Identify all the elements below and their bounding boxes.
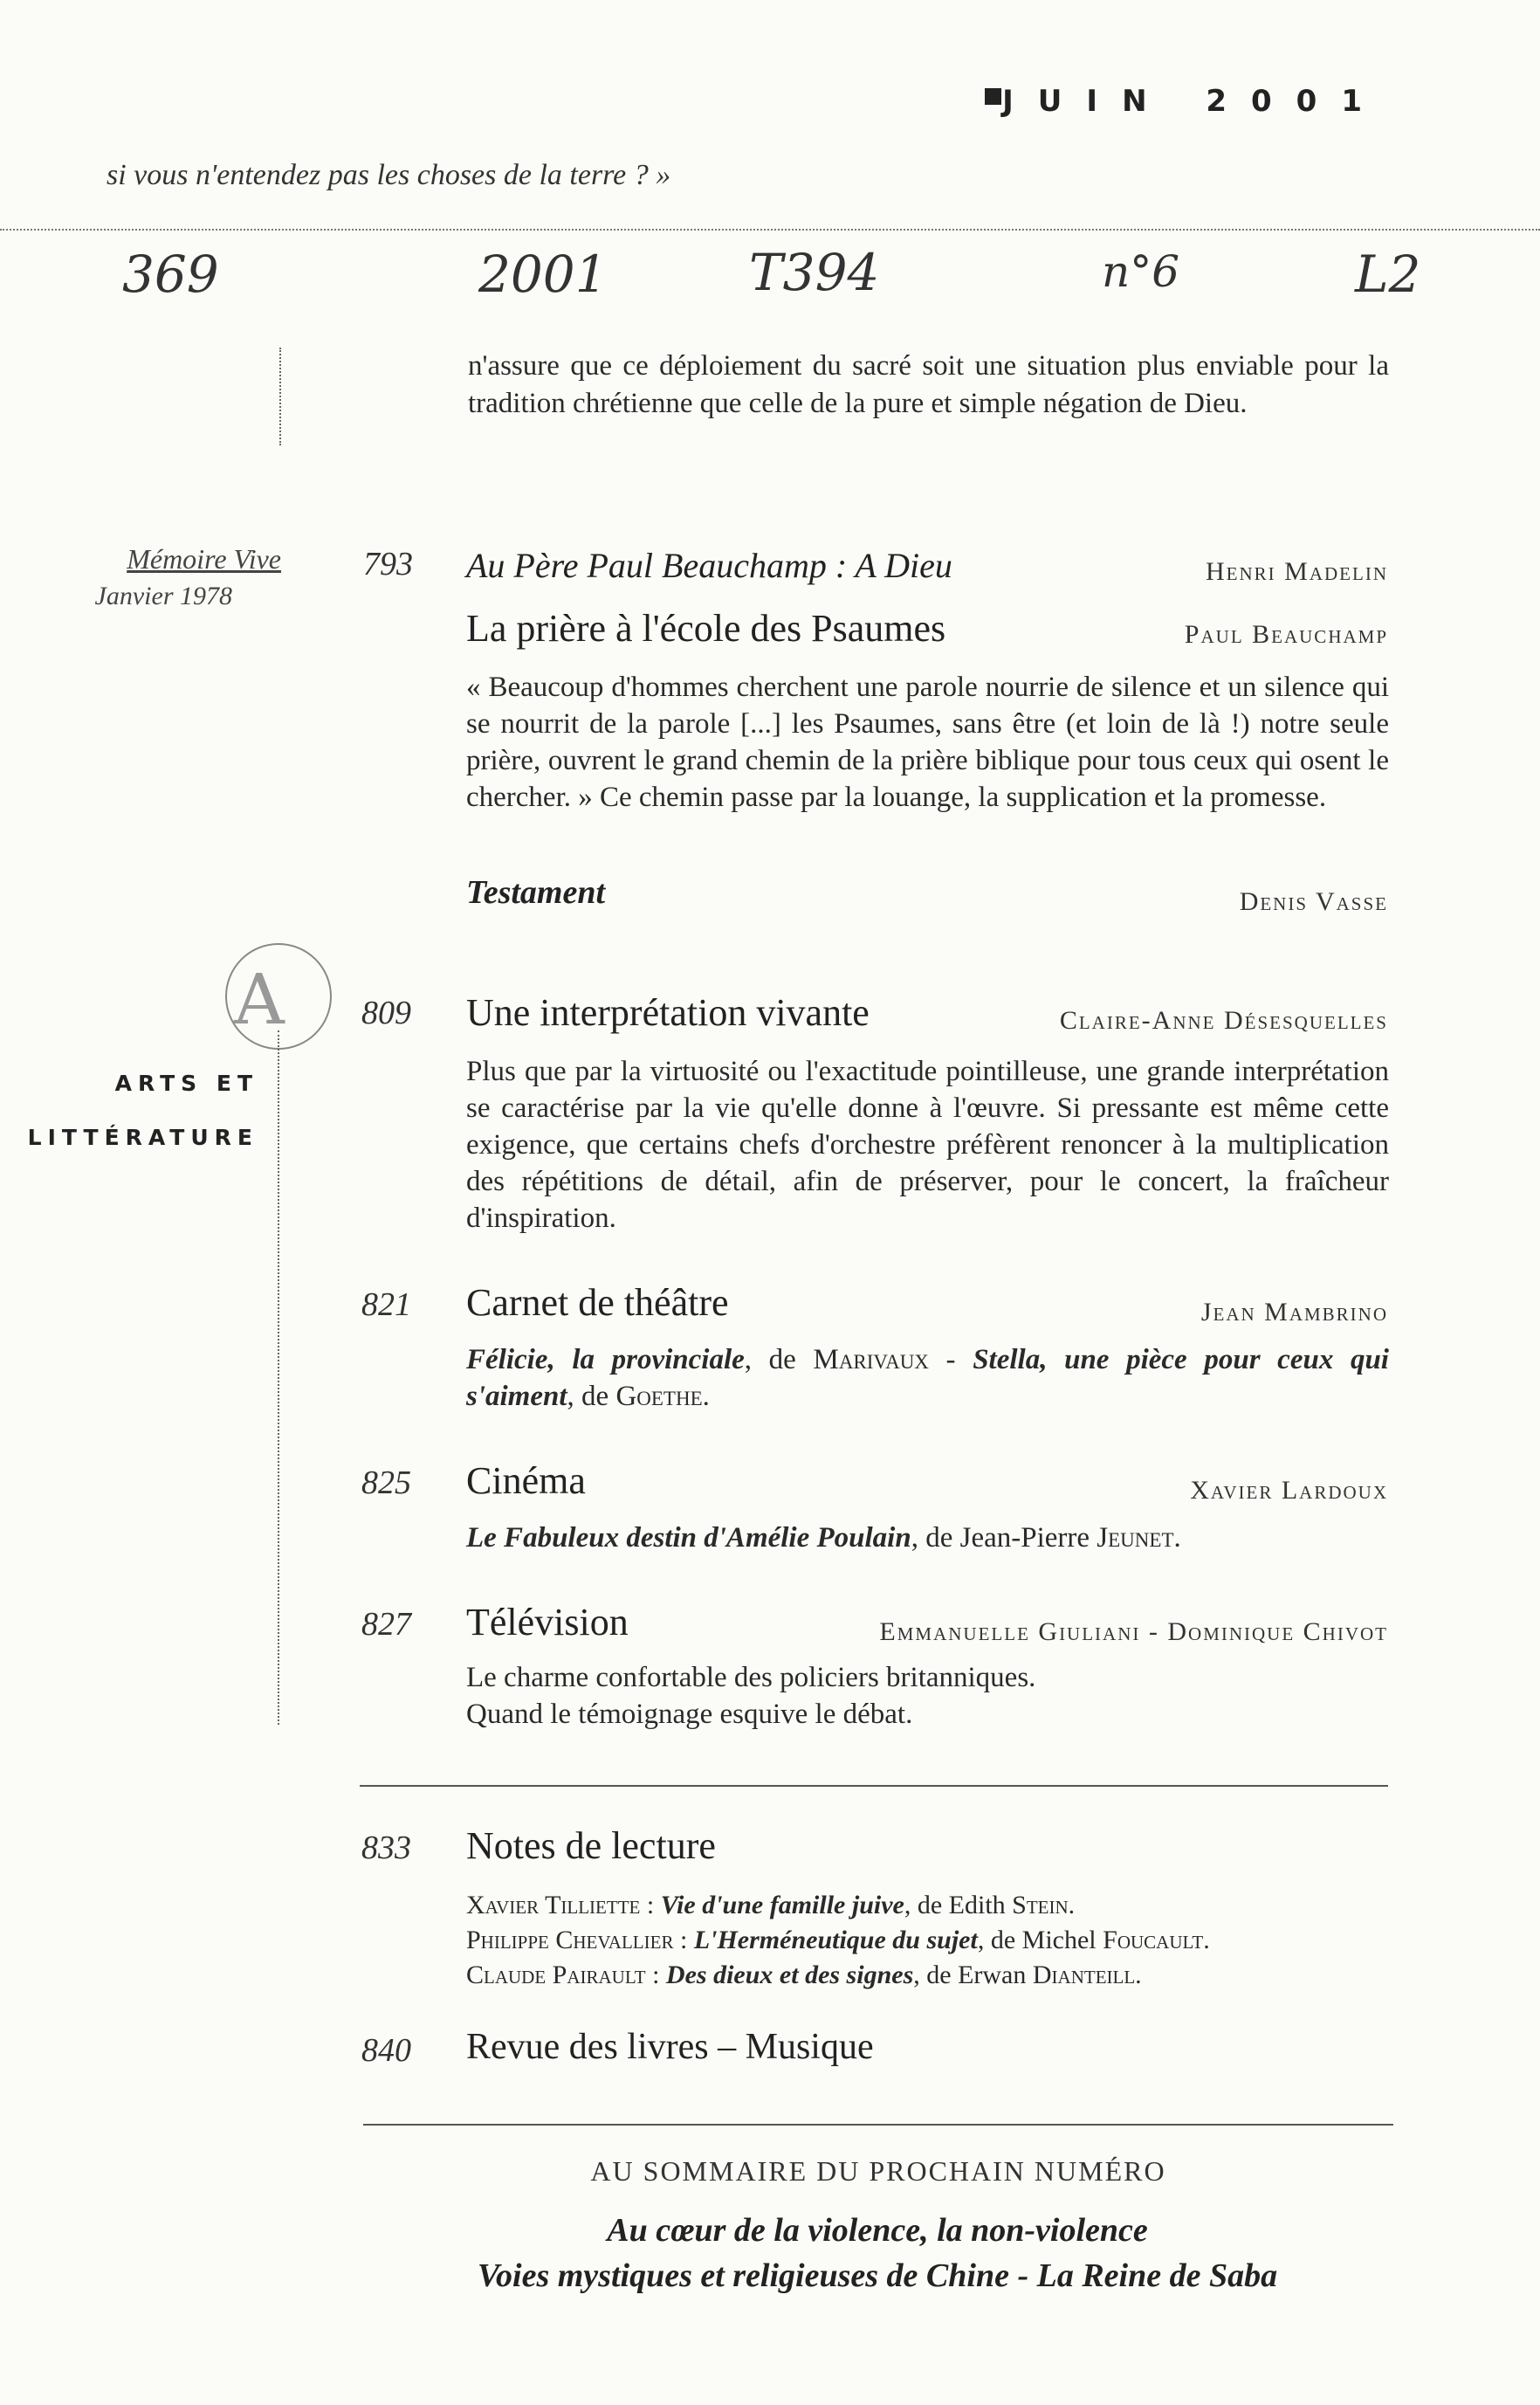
page-number-840: 840 bbox=[361, 2032, 411, 2069]
entry-author-mambrino: Jean Mambrino bbox=[1200, 1298, 1388, 1327]
note-reviewer: Philippe Chevallier bbox=[466, 1926, 674, 1954]
entry-title-revue: Revue des livres – Musique bbox=[466, 2027, 874, 2067]
note-by: , de Michel bbox=[977, 1926, 1103, 1954]
note-by: , de Edith bbox=[904, 1891, 1013, 1919]
page-number-793: 793 bbox=[363, 546, 413, 582]
intro-paragraph: n'assure que ce déploiement du sacré soit une situation plus enviable pour la tradition chrétienne que celle de la pure et simple négation de Dieu. bbox=[468, 350, 1389, 419]
vertical-dotted-rule-top bbox=[279, 348, 281, 445]
divider-rule-1 bbox=[360, 1785, 1388, 1787]
page-number-821: 821 bbox=[361, 1286, 411, 1323]
work-stella: Stella, une pièce pour ceux qui s'aiment bbox=[466, 1344, 1389, 1412]
entry-title-testament: Testament bbox=[466, 874, 606, 911]
handwritten-note-3: T394 bbox=[749, 243, 880, 302]
by-director: , de Jean-Pierre bbox=[911, 1522, 1097, 1554]
note-reviewer: Claude Pairault bbox=[466, 1961, 646, 1989]
page-number-825: 825 bbox=[361, 1464, 411, 1501]
note-author: Dianteill bbox=[1032, 1961, 1136, 1989]
by-1: , de bbox=[744, 1344, 814, 1375]
top-quote: si vous n'entendez pas les choses de la terre ? » bbox=[107, 159, 671, 191]
sep: - bbox=[928, 1344, 973, 1375]
entry-author-lardoux: Xavier Lardoux bbox=[1190, 1476, 1388, 1505]
section-label-arts: ARTS ET bbox=[114, 1071, 258, 1096]
next-issue-heading: AU SOMMAIRE DU PROCHAIN NUMÉRO bbox=[590, 2155, 1166, 2187]
dotted-divider bbox=[0, 229, 1540, 231]
entry-author-desesquelles: Claire-Anne Désesquelles bbox=[1059, 1006, 1388, 1035]
next-issue-line-2: Voies mystiques et religieuses de Chine - La Reine de Saba bbox=[477, 2257, 1278, 2294]
period: . bbox=[702, 1381, 710, 1412]
page-number-827: 827 bbox=[361, 1606, 411, 1643]
entry-title-psaumes: La prière à l'école des Psaumes bbox=[466, 607, 946, 650]
note-by: , de Erwan bbox=[913, 1961, 1033, 1989]
theatre-works bbox=[466, 1341, 1389, 1415]
entry-author-madelin: Henri Madelin bbox=[1206, 557, 1388, 586]
note-work: Vie d'une famille juive bbox=[660, 1891, 904, 1919]
handwritten-note-1: 369 bbox=[122, 245, 219, 304]
author-goethe: Goethe bbox=[615, 1381, 703, 1412]
period: . bbox=[1173, 1522, 1181, 1554]
next-issue-line-1: Au cœur de la violence, la non-violence bbox=[607, 2212, 1148, 2249]
entry-title-television: Télévision bbox=[466, 1601, 629, 1644]
handwritten-note-2: 2001 bbox=[478, 245, 608, 304]
work-felicie: Félicie, la provinciale bbox=[466, 1344, 745, 1375]
note-item bbox=[466, 1923, 1389, 1958]
memoire-vive-date: Janvier 1978 bbox=[94, 582, 232, 610]
note-sep: : bbox=[640, 1891, 661, 1919]
author-marivaux: Marivaux bbox=[813, 1344, 929, 1375]
cinema-work bbox=[466, 1519, 1389, 1556]
entry-author-giuliani-chivot: Emmanuelle Giuliani - Dominique Chivot bbox=[879, 1617, 1388, 1646]
work-amelie: Le Fabuleux destin d'Amélie Poulain bbox=[466, 1522, 911, 1554]
memoire-vive-label: Mémoire Vive bbox=[127, 543, 281, 575]
note-sep: : bbox=[673, 1926, 694, 1954]
page-number-833: 833 bbox=[361, 1830, 411, 1866]
note-reviewer: Xavier Tilliette bbox=[466, 1891, 641, 1919]
entry-title-theatre: Carnet de théâtre bbox=[466, 1281, 729, 1324]
entry-title-cinema: Cinéma bbox=[466, 1459, 586, 1502]
psaumes-excerpt: « Beaucoup d'hommes cherchent une parole nourrie de silence et un silence qui se nourrit de la parole [...] les Psaumes, sans être (et loin de là !) notre seule prière, ouvrent le grand chemin de la prière biblique pour tous ceux qui osent le chercher. » Ce chemin passe par la louange, la supplication et la promesse. bbox=[466, 672, 1389, 813]
vertical-dotted-rule-arts bbox=[278, 1030, 279, 1725]
page-number-809: 809 bbox=[361, 995, 411, 1031]
handwritten-note-5: L2 bbox=[1355, 245, 1421, 304]
entry-author-vasse: Denis Vasse bbox=[1239, 887, 1388, 916]
television-line-1: Le charme confortable des policiers britanniques. bbox=[466, 1662, 1036, 1693]
entry-title-notes: Notes de lecture bbox=[466, 1824, 716, 1867]
period: . bbox=[1135, 1961, 1142, 1989]
handwritten-note-4: n°6 bbox=[1102, 246, 1180, 297]
note-item bbox=[466, 1958, 1389, 1993]
by-2: , de bbox=[567, 1381, 616, 1412]
note-item bbox=[466, 1888, 1389, 1923]
entry-title-interpretation: Une interprétation vivante bbox=[466, 991, 870, 1034]
note-work: Des dieux et des signes bbox=[665, 1961, 914, 1989]
header-date: JUIN 2001 bbox=[1002, 84, 1386, 119]
interpretation-summary: Plus que par la virtuosité ou l'exactitude pointilleuse, une grande interprétation se caractérise par la vie qu'elle donne à l'œuvre. Si pressante est même cette exigence, que certains chefs d'orchestre préfèrent renoncer à la multiplication des répétitions de détail, afin de préserver, pour le concert, la fraîcheur d'inspiration. bbox=[466, 1056, 1389, 1234]
television-line-2: Quand le témoignage esquive le débat. bbox=[466, 1699, 913, 1730]
section-label-litterature: LITTÉRATURE bbox=[27, 1125, 258, 1150]
note-author: Foucault bbox=[1103, 1926, 1204, 1954]
period: . bbox=[1068, 1891, 1076, 1919]
divider-rule-2 bbox=[363, 2124, 1393, 2126]
section-letter-a: A bbox=[234, 959, 285, 1040]
note-work: L'Herméneutique du sujet bbox=[693, 1926, 978, 1954]
entry-title-a-dieu: Au Père Paul Beauchamp : A Dieu bbox=[466, 546, 952, 585]
author-jeunet: Jeunet bbox=[1097, 1522, 1174, 1554]
period: . bbox=[1203, 1926, 1210, 1954]
entry-author-beauchamp: Paul Beauchamp bbox=[1184, 620, 1388, 649]
note-author: Stein bbox=[1012, 1891, 1069, 1919]
note-sep: : bbox=[645, 1961, 666, 1989]
